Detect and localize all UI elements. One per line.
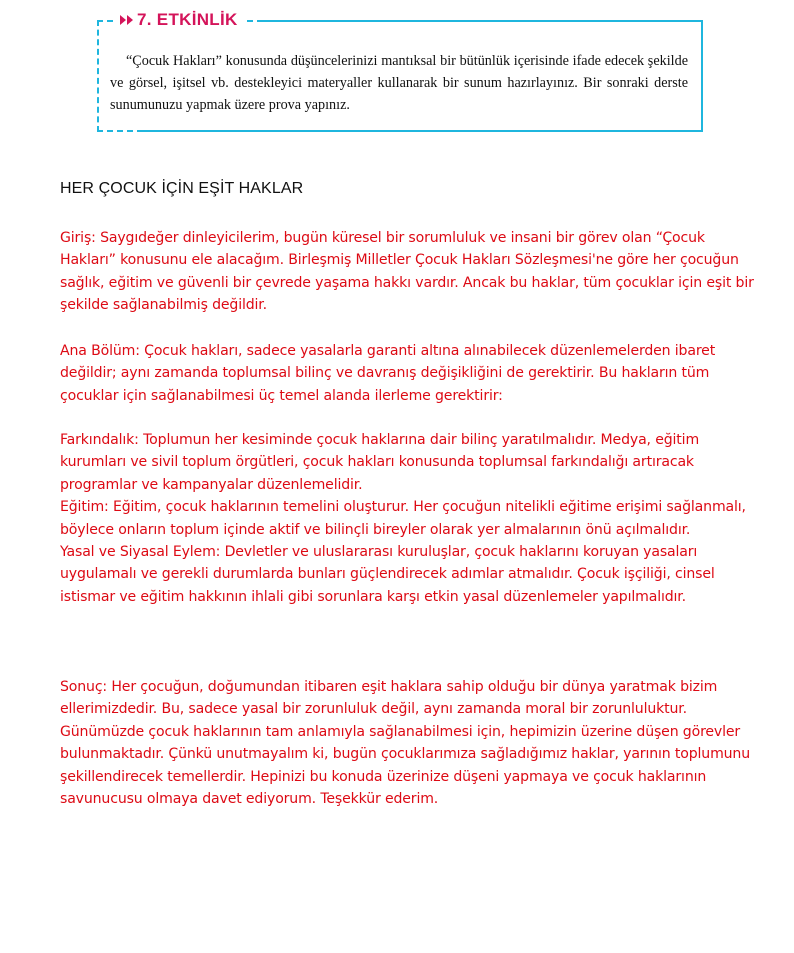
speech-main: Ana Bölüm: Çocuk hakları, sadece yasalarla garanti altına alınabilecek düzenlemelerden ibaret değildir; aynı zamanda toplumsal bilinç ve davranış değişikliğini de gerektirir. Bu hakların tüm çocuklar için sağlanabilmesi üç temel alanda ilerleme gerektirir: <box>60 343 716 404</box>
speech-title: HER ÇOCUK İÇİN EŞİT HAKLAR <box>60 180 304 197</box>
speech-conclusion: Sonuç: Her çocuğun, doğumundan itibaren eşit haklara sahip olduğu bir dünya yaratmak bizim ellerimizdedir. Bu, sadece yasal bir zorunluluk değil, aynı zamanda moral bir zorunluluktur. Günümüzde çocuk haklarının tam anlamıyla sağlanabilmesi için, hepimizin üzerine düşen görevler bulunmaktadır. Çünkü unutmayalım ki, bugün çocuklarımıza sağladığımız haklar, yarının toplumunu şekillendirecek temellerdir. Hepinizi bu konuda üzerinize düşeni yapmaya ve çocuk haklarının savunucusu olmaya davet ediyorum. Teşekkür ederim. <box>60 679 750 808</box>
activity-title: 7. ETKİNLİK <box>137 10 238 29</box>
point-legal: Yasal ve Siyasal Eylem: Devletler ve uluslararası kuruluşlar, çocuk haklarını koruyan yasaları uygulamalı ve gerekli durumlarda bunları güçlendirecek adımlar atmalıdır. Çocuk işçiliği, cinsel istismar ve eğitim hakkının ihlali gibi sorunlara karşı etkin yasal düzenlemeler yapılmalıdır. <box>60 544 715 605</box>
double-chevron-icon <box>120 15 133 25</box>
speech-points <box>60 429 760 608</box>
box-border-right <box>701 20 703 132</box>
activity-instruction: “Çocuk Hakları” konusunda düşüncelerinizi mantıksal bir bütünlük içerisinde ifade edecek şekilde ve görsel, işitsel vb. destekleyici materyaller kullanarak bir sunum hazırlayınız. Bir sonraki derste sunumunuzu yapmak üzere prova yapınız. <box>110 53 688 113</box>
box-border-bottom <box>139 130 703 132</box>
point-awareness: Farkındalık: Toplumun her kesiminde çocuk haklarına dair bilinç yaratılmalıdır. Medya, eğitim kurumları ve sivil toplum örgütleri, çocuk hakları konusunda toplumsal farkındalığı artıracak programlar ve kampanyalar düzenlemelidir. <box>60 432 700 493</box>
activity-heading <box>116 10 244 30</box>
speech-intro: Giriş: Saygıdeğer dinleyicilerim, bugün küresel bir sorumluluk ve insani bir görev olan “Çocuk Hakları” konusunu ele alacağım. Birleşmiş Milletler Çocuk Hakları Sözleşmesi'ne göre her çocuğun sağlık, eğitim ve güvenli bir çevrede yaşama hakkı vardır. Ancak bu haklar, tüm çocuklar için eşit bir şekilde sağlanabilmiş değildir. <box>60 230 754 314</box>
box-border-top <box>259 20 703 22</box>
point-education: Eğitim: Eğitim, çocuk haklarının temelini oluşturur. Her çocuğun nitelikli eğitime erişimi sağlanmalı, böylece onların toplum içinde aktif ve bilinçli bireyler olarak yer almalarının önü açılmalıdır. <box>60 499 746 538</box>
